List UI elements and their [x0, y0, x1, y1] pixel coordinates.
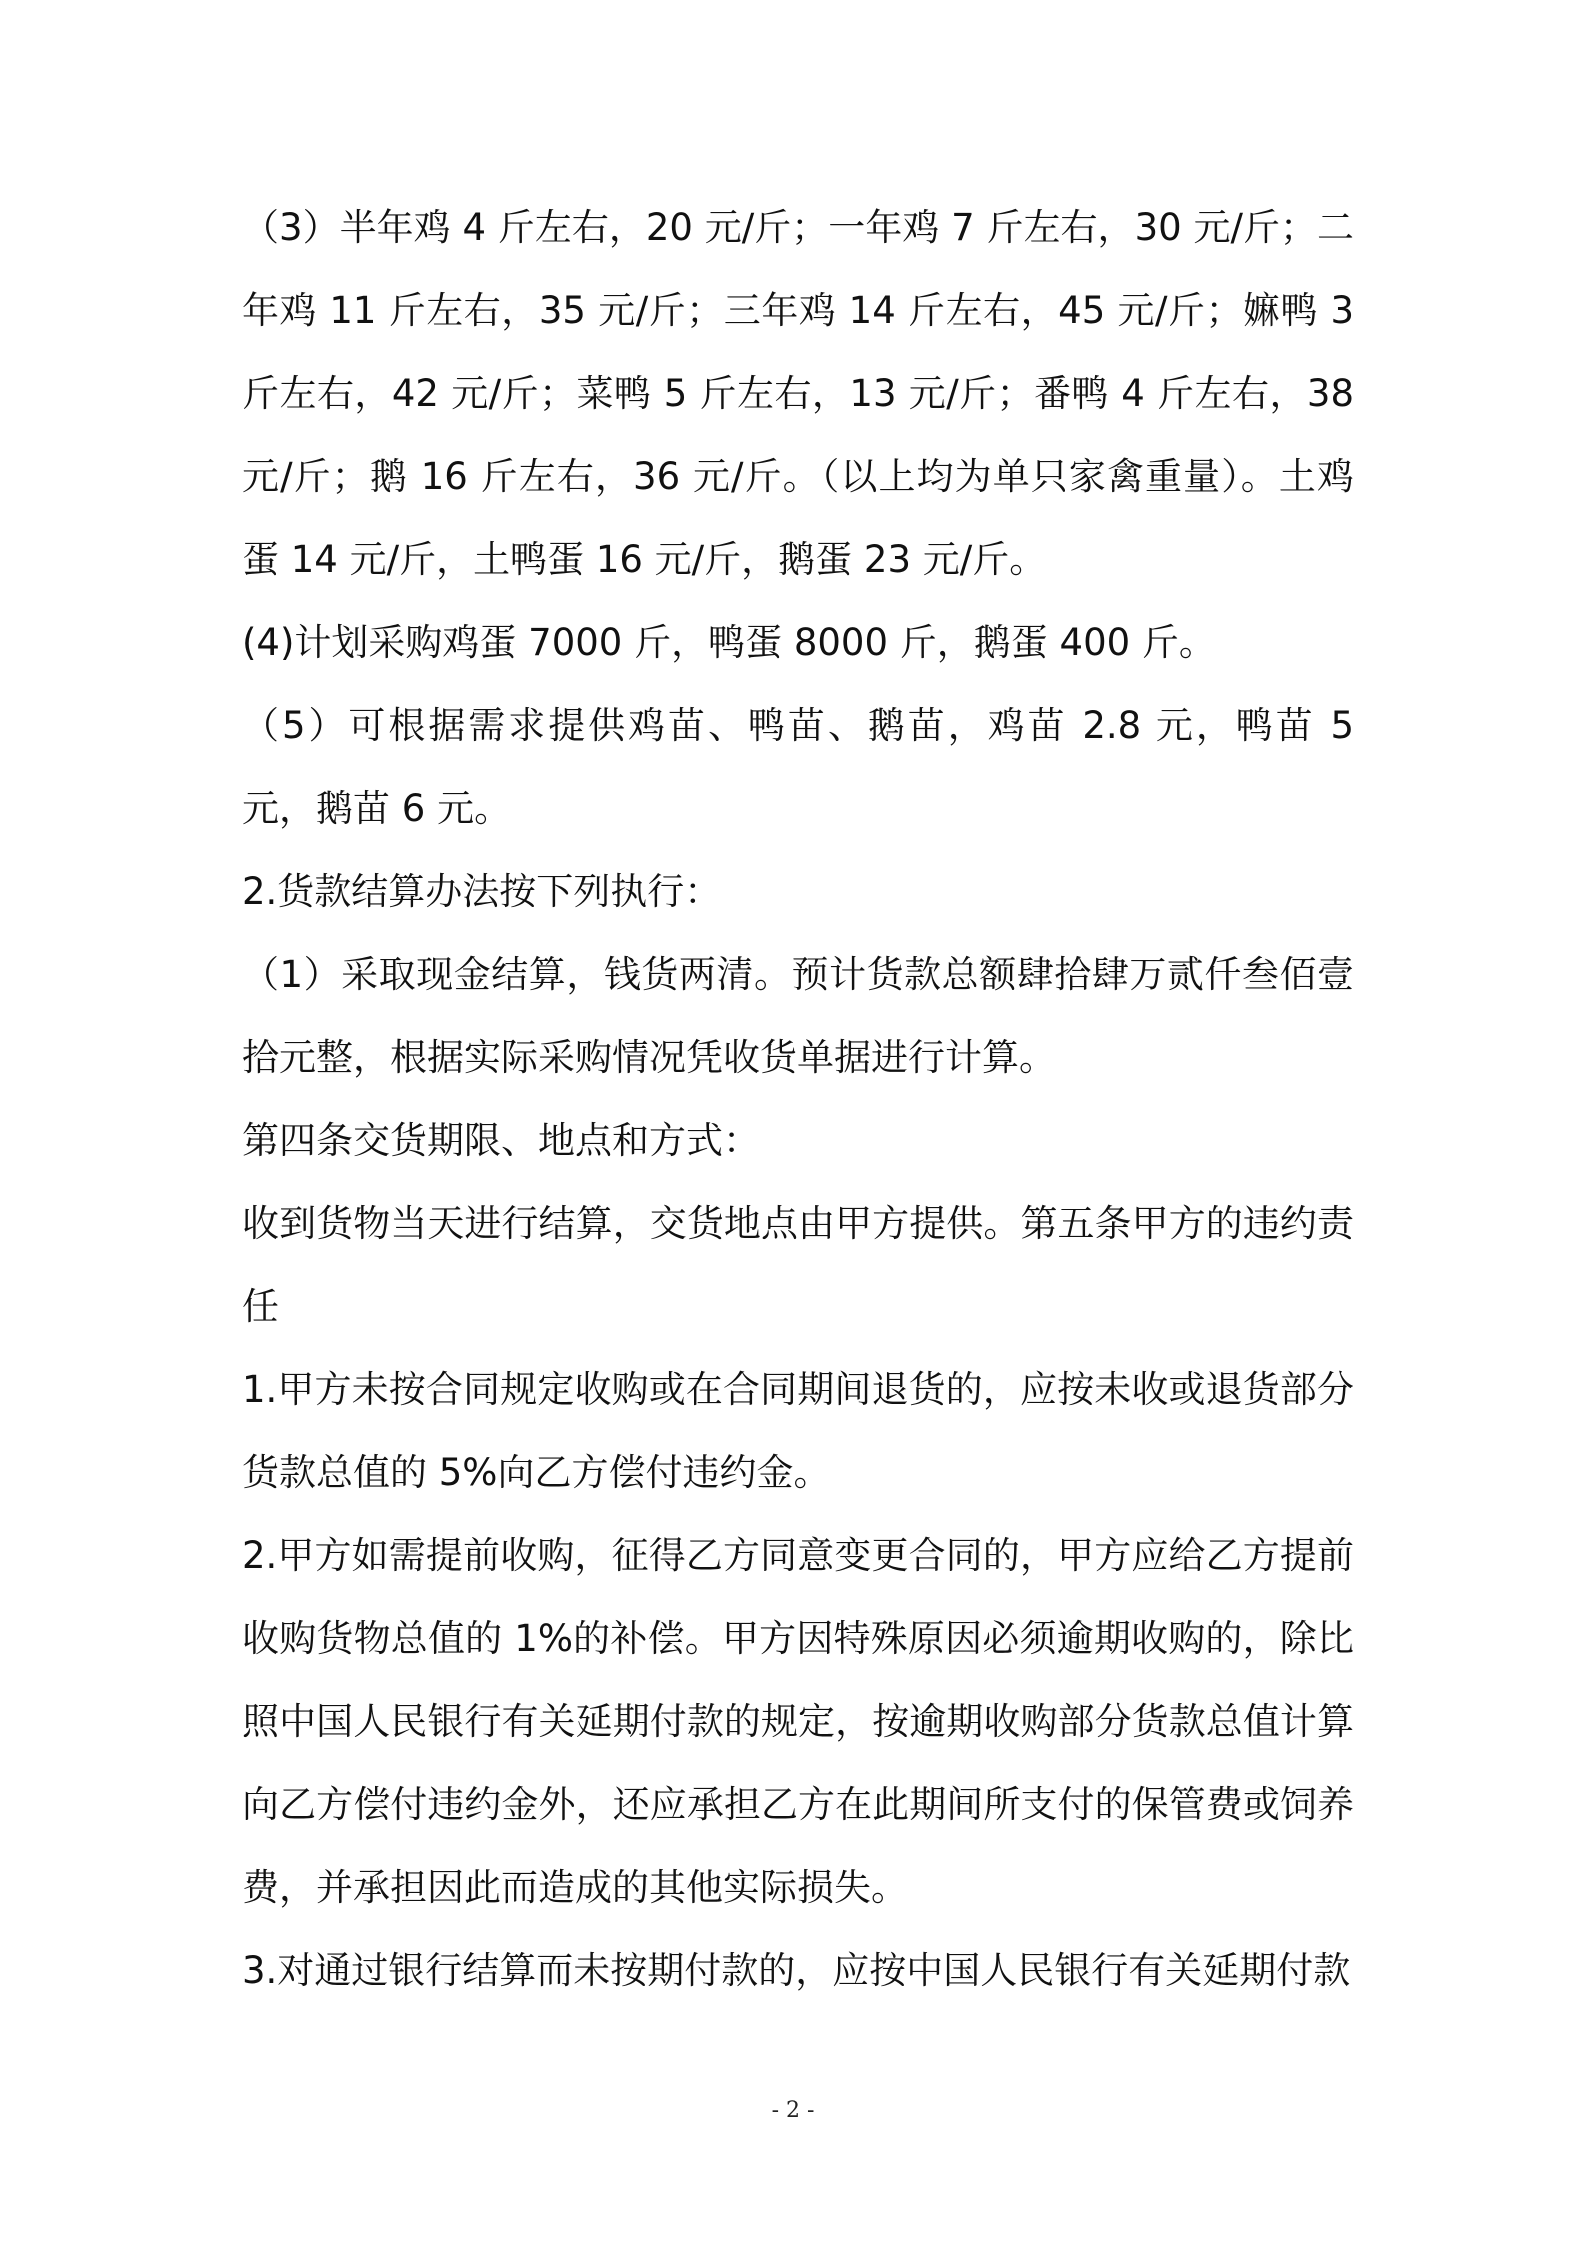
page-number: - 2 -: [771, 2098, 815, 2123]
paragraph-breach-clause-2: 2.甲方如需提前收购，征得乙方同意变更合同的，甲方应给乙方提前收购货物总值的 1%的补偿。甲方因特殊原因必须逾期收购的，除比照中国人民银行有关延期付款的规定，按逾期收购部分货款总值计算向乙方偿付违约金外，还应承担乙方在此期间所支付的保管费或饲养费，并承担因此而造成的其他实际损失。: [242, 1534, 1354, 1909]
paragraph-delivery-terms: 收到货物当天进行结算，交货地点由甲方提供。第五条甲方的违约责任: [242, 1202, 1354, 1328]
paragraph-poultry-prices: （3）半年鸡 4 斤左右，20 元/斤；一年鸡 7 斤左右，30 元/斤；二年鸡 11 斤左右，35 元/斤；三年鸡 14 斤左右，45 元/斤；嫲鸭 3 斤左右，42 元/斤；菜鸭 5 斤左右，13 元/斤；番鸭 4 斤左右，38 元/斤；鹅 16 斤左右，36 元/斤。（以上均为单只家禽重量）。土鸡蛋 14 元/斤，土鸭蛋 16 元/斤，鹅蛋 23 元/斤。: [242, 206, 1355, 581]
paragraph-chick-supply: （5）可根据需求提供鸡苗、鸭苗、鹅苗，鸡苗 2.8 元，鸭苗 5 元，鹅苗 6 元。: [242, 704, 1354, 830]
document-body: [242, 186, 1354, 2012]
paragraph-settlement-heading: 2.货款结算办法按下列执行：: [242, 870, 722, 913]
paragraph-article-four-heading: 第四条交货期限、地点和方式：: [242, 1119, 760, 1162]
paragraph-breach-clause-1: 1.甲方未按合同规定收购或在合同期间退货的，应按未收或退货部分货款总值的 5%向乙方偿付违约金。: [242, 1368, 1354, 1494]
paragraph-egg-purchase-plan: (4)计划采购鸡蛋 7000 斤，鸭蛋 8000 斤，鹅蛋 400 斤。: [242, 621, 1216, 664]
paragraph-breach-clause-3: 3.对通过银行结算而未按期付款的，应按中国人民银行有关延期付款: [242, 1949, 1351, 1992]
paragraph-cash-settlement: （1）采取现金结算，钱货两清。预计货款总额肆拾肆万贰仟叁佰壹拾元整，根据实际采购情况凭收货单据进行计算。: [242, 953, 1354, 1079]
